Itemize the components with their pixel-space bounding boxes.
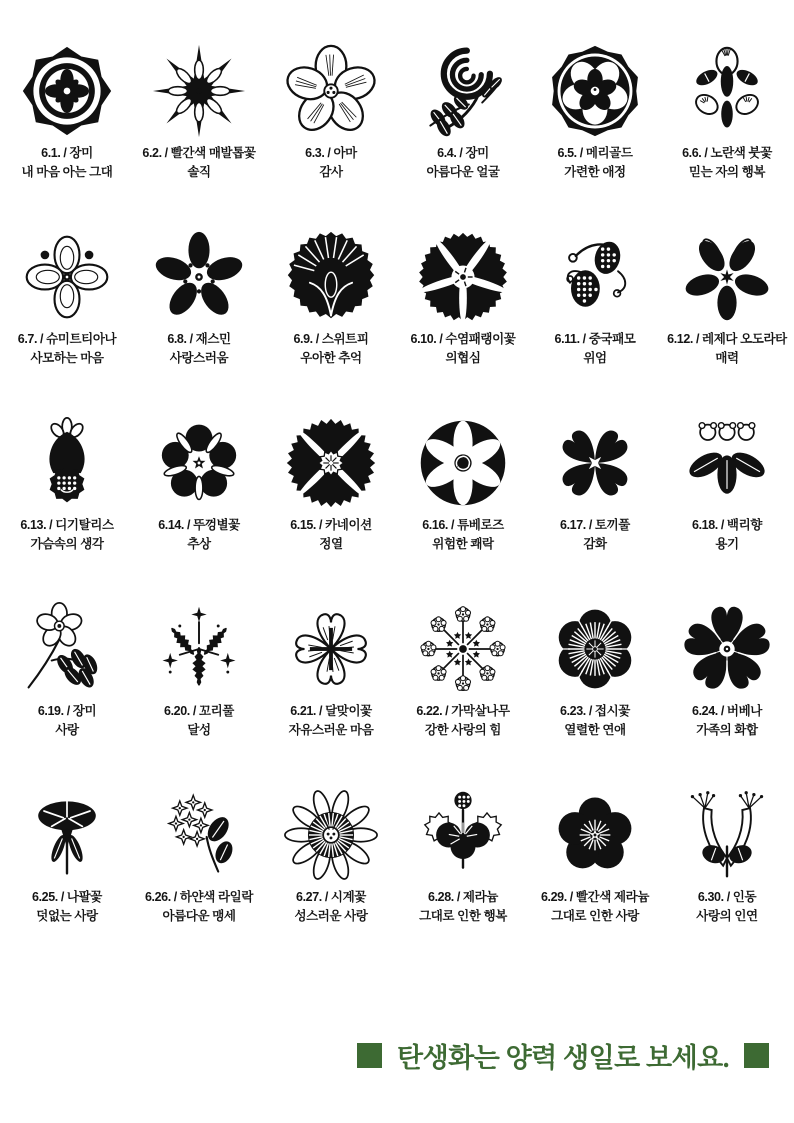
flower-name: 카네이션: [325, 518, 372, 532]
flower-cell: [397, 782, 529, 968]
flower-caption: [290, 516, 372, 535]
flower-name: 꼬리풀: [198, 704, 234, 718]
separator: /: [720, 518, 724, 532]
flower-meaning: 위엄: [583, 351, 607, 365]
yellow-iris-icon: [677, 38, 777, 144]
flower-cell: [397, 596, 529, 782]
clover-icon: [545, 410, 645, 516]
flower-caption: [692, 702, 762, 721]
date-label: 6.15.: [290, 518, 317, 532]
flower-meaning: 의협심: [445, 351, 481, 365]
flower-name: 빨간색 제라늄: [575, 890, 649, 904]
flower-cell: [265, 782, 397, 968]
date-label: 6.23.: [560, 704, 586, 718]
green-square-icon: [744, 1043, 769, 1068]
flower-name: 제라늄: [462, 890, 498, 904]
date-label: 6.1.: [41, 146, 61, 160]
separator: /: [704, 146, 708, 160]
separator: /: [324, 890, 328, 904]
flower-caption: [411, 330, 516, 349]
flower-meaning: 가련한 애정: [564, 165, 626, 179]
red-columbine-icon: [149, 38, 249, 144]
date-label: 6.13.: [20, 518, 47, 532]
flower-cell: [661, 224, 793, 410]
flower-name: 나팔꽃: [66, 890, 102, 904]
separator: /: [66, 704, 70, 718]
date-label: 6.2.: [142, 146, 162, 160]
flower-caption: [667, 330, 787, 349]
flower-caption: [305, 144, 357, 163]
red-geranium-icon: [545, 782, 645, 888]
flower-grid: [1, 38, 793, 968]
flower-cell: [1, 782, 133, 968]
flower-name: 슈미트티아나: [46, 332, 117, 346]
flower-name: 시계꽃: [330, 890, 366, 904]
separator: /: [439, 332, 443, 346]
flower-caption: [555, 330, 636, 349]
flower-name: 장미: [69, 146, 93, 160]
flower-meaning: 우아한 추억: [300, 351, 362, 365]
flower-name: 장미: [72, 704, 97, 718]
separator: /: [695, 332, 700, 346]
flower-caption: [158, 516, 240, 535]
jasmine-icon: [149, 224, 249, 330]
wild-rose-sprig-icon: [17, 596, 117, 702]
date-label: 6.11.: [554, 332, 580, 346]
date-label: 6.7.: [17, 332, 38, 346]
separator: /: [63, 146, 67, 160]
flower-meaning: 가슴속의 생각: [30, 537, 104, 551]
flower-name: 빨간색 매발톱꽃: [170, 146, 256, 160]
flower-caption: [293, 330, 368, 349]
flower-meaning: 정열: [319, 537, 343, 551]
date-label: 6.9.: [293, 332, 313, 346]
flower-name: 튜베로즈: [457, 518, 504, 532]
flower-cell: [1, 410, 133, 596]
flower-meaning: 그대로 인한 사랑: [551, 909, 639, 923]
flower-name: 수염패랭이꽃: [445, 332, 516, 346]
flower-cell: [529, 782, 661, 968]
flower-meaning: 매력: [715, 351, 739, 365]
separator: /: [588, 704, 592, 718]
date-label: 6.4.: [437, 146, 457, 160]
flower-meaning: 감화: [583, 537, 607, 551]
flower-caption: [682, 144, 772, 163]
date-label: 6.18.: [692, 518, 718, 532]
separator: /: [582, 332, 586, 346]
flower-meaning: 강한 사랑의 힘: [424, 723, 502, 737]
date-label: 6.8.: [167, 332, 187, 346]
separator: /: [569, 890, 573, 904]
date-label: 6.12.: [667, 332, 693, 346]
flower-cell: [133, 38, 265, 224]
marigold-icon: [545, 38, 645, 144]
flower-name: 장미: [465, 146, 489, 160]
flower-name: 백리향: [726, 518, 762, 532]
flower-meaning: 자유스러운 마음: [288, 723, 374, 737]
carnation-icon: [281, 410, 381, 516]
separator: /: [726, 890, 730, 904]
flower-meaning: 추상: [187, 537, 211, 551]
date-label: 6.20.: [164, 704, 190, 718]
evening-primrose-icon: [281, 596, 381, 702]
flower-caption: [557, 144, 632, 163]
flower-caption: [692, 516, 762, 535]
viburnum-icon: [413, 596, 513, 702]
flower-meaning: 열렬한 연애: [564, 723, 626, 737]
flower-caption: [541, 888, 649, 907]
flower-meaning: 용기: [715, 537, 739, 551]
separator: /: [720, 704, 724, 718]
flower-meaning: 그대로 인한 행복: [419, 909, 507, 923]
flower-name: 디기탈리스: [55, 518, 114, 532]
separator: /: [49, 518, 53, 532]
flower-caption: [560, 702, 630, 721]
flower-meaning: 사랑스러움: [169, 351, 229, 365]
hollyhock-icon: [545, 596, 645, 702]
separator: /: [579, 146, 583, 160]
date-label: 6.19.: [37, 704, 64, 718]
flower-cell: [133, 224, 265, 410]
flower-name: 레제다 오도라타: [702, 332, 787, 346]
date-label: 6.25.: [32, 890, 58, 904]
flower-meaning: 솔직: [187, 165, 211, 179]
date-label: 6.30.: [697, 890, 724, 904]
flower-name: 버베나: [726, 704, 762, 718]
date-label: 6.3.: [305, 146, 325, 160]
separator: /: [445, 704, 449, 718]
flower-meaning: 사랑의 인연: [696, 909, 758, 923]
separator: /: [319, 518, 323, 532]
flower-name: 아마: [333, 146, 357, 160]
verbena-icon: [677, 596, 777, 702]
flower-caption: [437, 144, 489, 163]
flower-meaning: 위험한 쾌락: [432, 537, 494, 551]
flower-meaning: 달성: [187, 723, 211, 737]
flower-cell: [661, 596, 793, 782]
flower-cell: [529, 596, 661, 782]
flower-cell: [1, 596, 133, 782]
flower-cell: [265, 596, 397, 782]
digitalis-icon: [17, 410, 117, 516]
date-label: 6.5.: [557, 146, 577, 160]
separator: /: [319, 704, 323, 718]
date-label: 6.29.: [540, 890, 567, 904]
flower-name: 메리골드: [585, 146, 633, 160]
flower-cell: [397, 410, 529, 596]
flower-caption: [698, 888, 756, 907]
flower-caption: [167, 330, 230, 349]
flower-caption: [20, 516, 113, 535]
flower-meaning: 내 마음 아는 그대: [21, 165, 113, 179]
flower-cell: [1, 38, 133, 224]
flower-name: 토끼풀: [594, 518, 630, 532]
flower-name: 하얀색 라일락: [179, 890, 253, 904]
date-label: 6.28.: [428, 890, 454, 904]
flower-caption: [32, 888, 102, 907]
flower-name: 스위트피: [321, 332, 369, 346]
flower-cell: [529, 38, 661, 224]
flower-meaning: 가족의 화합: [696, 723, 758, 737]
flower-name: 뚜껑별꽃: [193, 518, 240, 532]
flower-name: 노란색 붓꽃: [710, 146, 772, 160]
honeysuckle-icon: [677, 782, 777, 888]
rose-spiral-icon: [413, 38, 513, 144]
date-label: 6.27.: [296, 890, 322, 904]
flower-cell: [1, 224, 133, 410]
flower-cell: [529, 224, 661, 410]
flower-caption: [41, 144, 93, 163]
separator: /: [60, 890, 64, 904]
flax-icon: [281, 38, 381, 144]
separator: /: [456, 890, 460, 904]
flower-meaning: 사모하는 마음: [30, 351, 104, 365]
sweet-pea-icon: [281, 224, 381, 330]
passionflower-icon: [281, 782, 381, 888]
flower-meaning: 아름다운 맹세: [162, 909, 236, 923]
flower-meaning: 사랑: [55, 723, 79, 737]
flower-cell: [265, 410, 397, 596]
schmidtiana-icon: [17, 224, 117, 330]
date-label: 6.24.: [692, 704, 718, 718]
flower-cell: [133, 410, 265, 596]
flower-cell: [397, 224, 529, 410]
flower-meaning: 믿는 자의 행복: [688, 165, 766, 179]
flower-cell: [265, 224, 397, 410]
separator: /: [451, 518, 455, 532]
geranium-icon: [413, 782, 513, 888]
flower-caption: [428, 888, 498, 907]
separator: /: [315, 332, 319, 346]
flower-name: 재스민: [195, 332, 231, 346]
flower-meaning: 아름다운 얼굴: [426, 165, 500, 179]
pimpernel-icon: [149, 410, 249, 516]
flower-cell: [661, 782, 793, 968]
date-label: 6.16.: [422, 518, 449, 532]
separator: /: [40, 332, 44, 346]
flower-cell: [529, 410, 661, 596]
separator: /: [588, 518, 592, 532]
flower-name: 중국패모: [588, 332, 636, 346]
flower-cell: [133, 782, 265, 968]
date-label: 6.26.: [144, 890, 171, 904]
thyme-icon: [677, 410, 777, 516]
mignonette-icon: [677, 224, 777, 330]
flower-name: 접시꽃: [594, 704, 630, 718]
flower-name: 가막살나무: [451, 704, 510, 718]
flower-meaning: 감사: [319, 165, 343, 179]
separator: /: [459, 146, 463, 160]
flower-caption: [18, 330, 116, 349]
flower-cell: [397, 38, 529, 224]
morning-glory-icon: [17, 782, 117, 888]
flower-name: 인동: [732, 890, 757, 904]
flower-name: 달맞이꽃: [325, 704, 372, 718]
footer-text: 탄생화는 양력 생일로 보세요.: [397, 1043, 729, 1073]
separator: /: [192, 704, 196, 718]
fritillary-icon: [545, 224, 645, 330]
date-label: 6.10.: [410, 332, 437, 346]
flower-caption: [290, 702, 372, 721]
flower-meaning: 덧없는 사랑: [36, 909, 98, 923]
flower-cell: [661, 38, 793, 224]
separator: /: [187, 518, 191, 532]
speedwell-icon: [149, 596, 249, 702]
date-label: 6.14.: [158, 518, 185, 532]
flower-caption: [164, 702, 234, 721]
flower-caption: [422, 516, 504, 535]
flower-cell: [133, 596, 265, 782]
white-lilac-icon: [149, 782, 249, 888]
footer-note: [357, 1036, 769, 1075]
separator: /: [173, 890, 177, 904]
flower-caption: [416, 702, 509, 721]
separator: /: [164, 146, 168, 160]
flower-caption: [296, 888, 366, 907]
flower-caption: [560, 516, 630, 535]
date-label: 6.6.: [682, 146, 702, 160]
flower-caption: [38, 702, 96, 721]
date-label: 6.17.: [560, 518, 586, 532]
separator: /: [189, 332, 193, 346]
sweet-william-icon: [413, 224, 513, 330]
flower-cell: [265, 38, 397, 224]
tuberose-icon: [413, 410, 513, 516]
flower-caption: [145, 888, 253, 907]
date-label: 6.21.: [290, 704, 317, 718]
flower-meaning: 성스러운 사랑: [294, 909, 368, 923]
date-label: 6.22.: [416, 704, 443, 718]
flower-caption: [142, 144, 255, 163]
rose-medallion-icon: [17, 38, 117, 144]
green-square-icon: [357, 1043, 382, 1068]
flower-cell: [661, 410, 793, 596]
separator: /: [327, 146, 331, 160]
